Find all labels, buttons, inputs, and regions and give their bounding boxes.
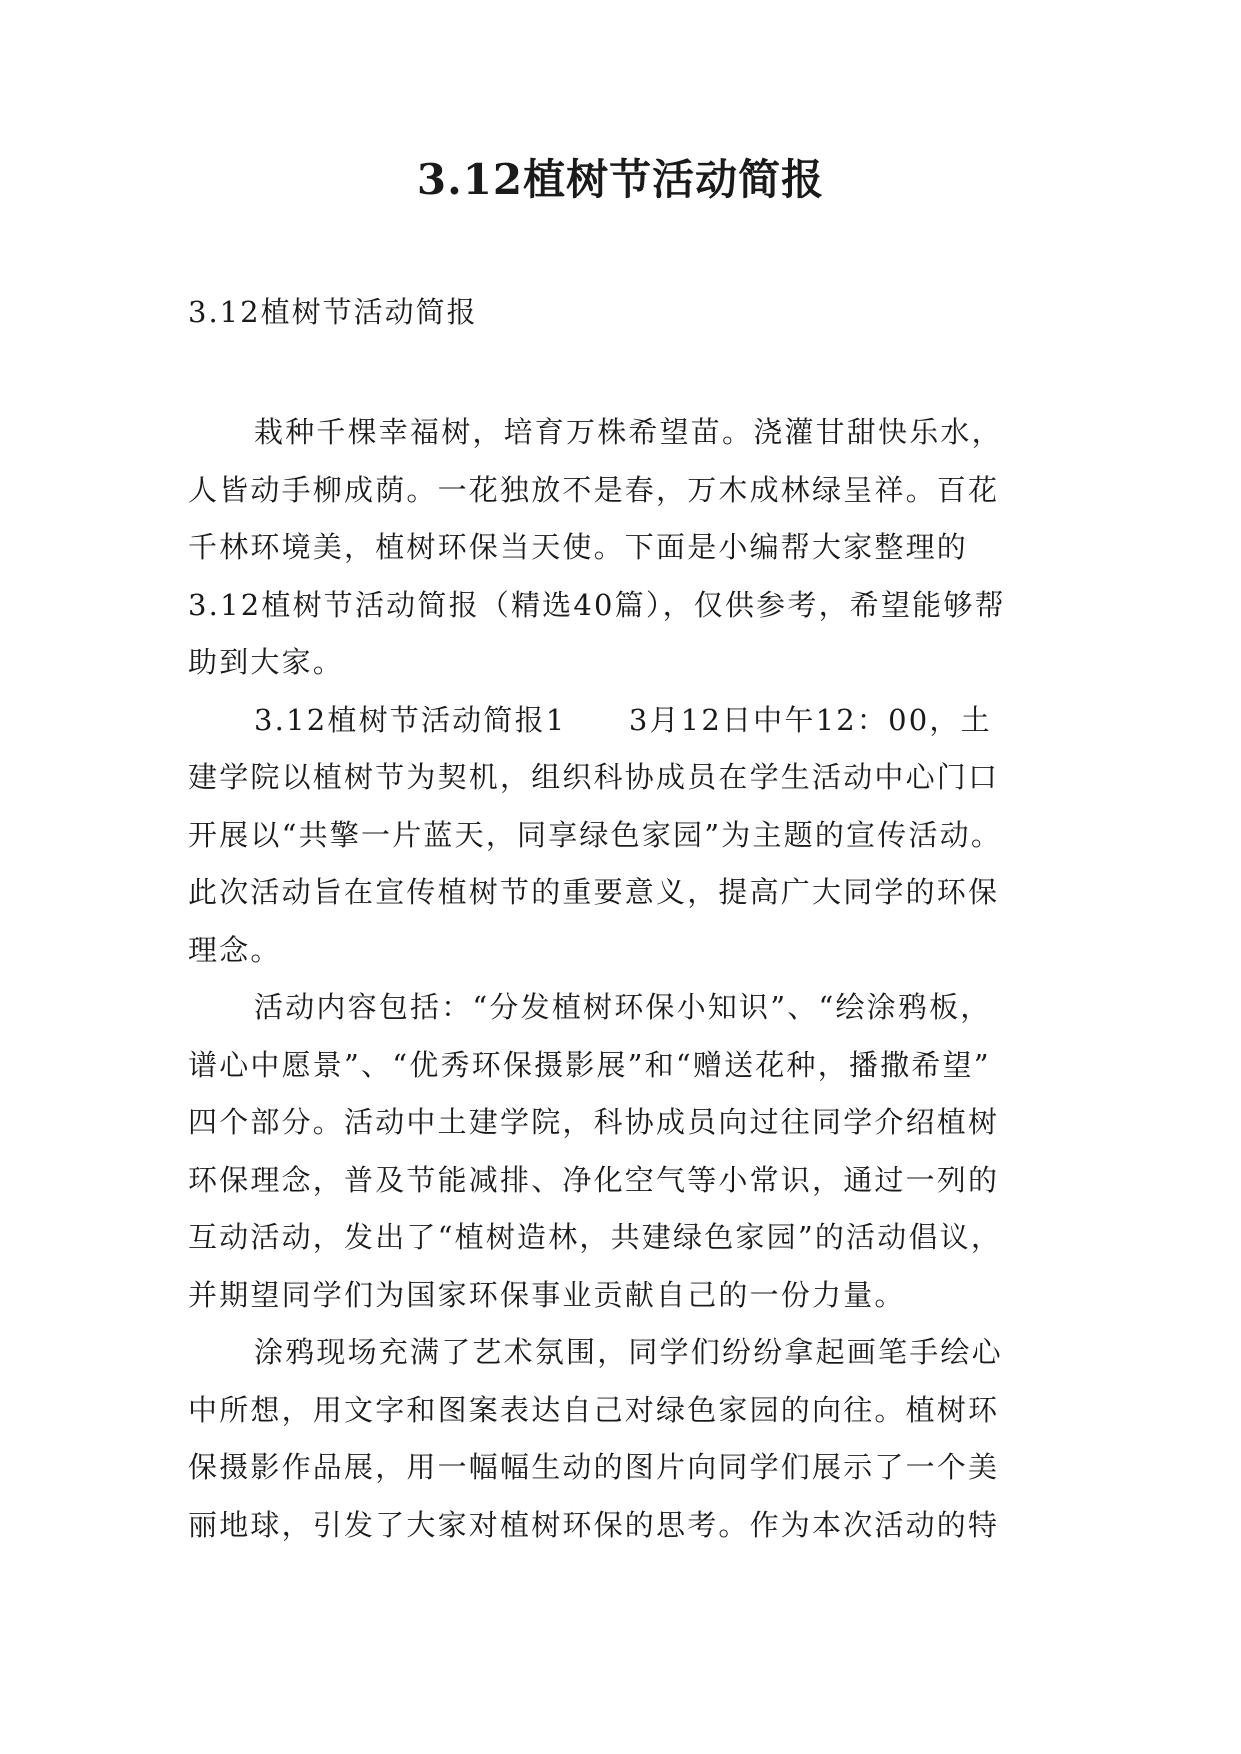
paragraph-line: 3.12植树节活动简报（精选40篇），仅供参考，希望能够帮 <box>188 587 1006 622</box>
paragraph-line: 此次活动旨在宣传植树节的重要意义，提高广大同学的环保 <box>188 875 1000 909</box>
paragraph-line: 环保理念，普及节能减排、净化空气等小常识，通过一列的 <box>188 1162 1000 1197</box>
paragraph-line: 栽种千棵幸福树，培育万株希望苗。浇灌甘甜快乐水， <box>254 415 1003 449</box>
document-title: 3.12植树节活动简报 <box>416 155 825 204</box>
paragraph-line: 理念。 <box>188 932 282 967</box>
paragraph-line: 丽地球，引发了大家对植树环保的思考。作为本次活动的特 <box>188 1507 1000 1542</box>
paragraph-line: 3.12植树节活动简报1 3月12日中午12：00，土 <box>254 702 992 737</box>
paragraph-line: 涂鸦现场充满了艺术氛围，同学们纷纷拿起画笔手绘心 <box>254 1335 1003 1369</box>
paragraph-line: 互动活动，发出了“植树造林，共建绿色家园”的活动倡议， <box>188 1220 1003 1254</box>
paragraph-line: 谱心中愿景”、“优秀环保摄影展”和“赠送花种，播撒希望” <box>188 1047 991 1082</box>
paragraph-line: 开展以“共擎一片蓝天，同享绿色家园”为主题的宣传活动。 <box>188 817 1003 852</box>
paragraph-line: 助到大家。 <box>188 645 345 679</box>
paragraph-line: 中所想，用文字和图案表达自己对绿色家园的向往。植树环 <box>188 1392 1000 1427</box>
paragraph-line: 四个部分。活动中土建学院，科协成员向过往同学介绍植树 <box>188 1105 1000 1139</box>
paragraph-line: 建学院以植树节为契机，组织科协成员在学生活动中心门口 <box>188 760 1000 794</box>
paragraph-line: 活动内容包括：“分发植树环保小知识”、“绘涂鸦板， <box>254 990 992 1024</box>
document-body <box>188 404 1058 1554</box>
paragraph-line: 人皆动手柳成荫。一花独放不是春，万木成林绿呈祥。百花 <box>188 472 1000 507</box>
document-subtitle: 3.12植树节活动简报 <box>188 295 478 329</box>
paragraph-line: 保摄影作品展，用一幅幅生动的图片向同学们展示了一个美 <box>188 1450 1000 1484</box>
paragraph-line: 并期望同学们为国家环保事业贡献自己的一份力量。 <box>188 1277 906 1312</box>
paragraph-line: 千林环境美，植树环保当天使。下面是小编帮大家整理的 <box>188 530 969 564</box>
